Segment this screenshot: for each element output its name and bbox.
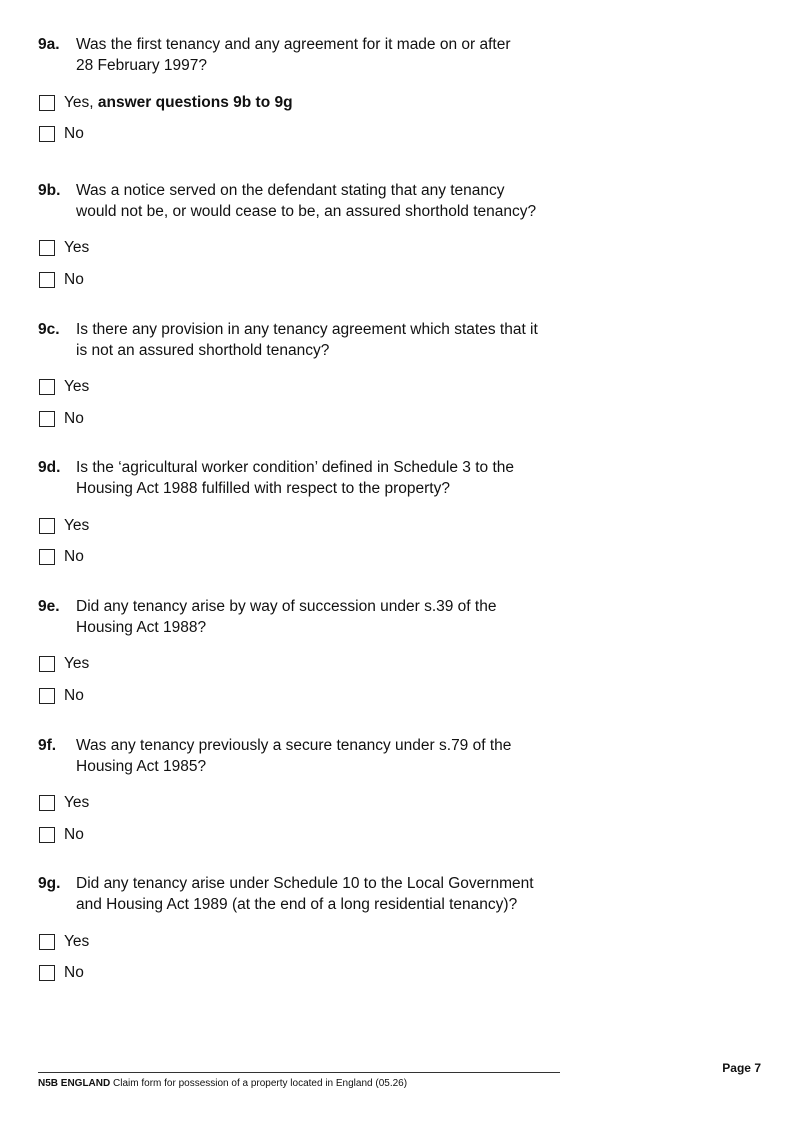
option-label: Yes — [64, 378, 90, 395]
checkbox-9a-no[interactable] — [39, 126, 55, 142]
option-9a-yes[interactable] — [39, 93, 293, 113]
checkbox-9b-yes[interactable] — [39, 240, 55, 256]
option-label: No — [64, 964, 84, 981]
question-number: 9c. — [38, 321, 60, 338]
question-number: 9e. — [38, 598, 60, 615]
checkbox-9g-no[interactable] — [39, 965, 55, 981]
option-9b-no[interactable] — [39, 270, 84, 290]
option-9c-yes[interactable] — [39, 377, 89, 397]
option-9g-yes[interactable] — [39, 932, 89, 952]
option-instruction: answer questions 9b to 9g — [97, 94, 293, 111]
question-text: Did any tenancy arise by way of succession under s.39 of the Housing Act 1988? — [76, 598, 497, 636]
checkbox-9g-yes[interactable] — [39, 934, 55, 950]
option-9e-yes[interactable] — [39, 654, 89, 674]
option-9d-no[interactable] — [39, 547, 84, 567]
option-9a-no[interactable] — [39, 124, 84, 144]
checkbox-9c-yes[interactable] — [39, 379, 55, 395]
question-text: Was a notice served on the defendant stating that any tenancy would not be, or would cease to be, an assured shorthold tenancy? — [76, 182, 537, 220]
checkbox-9b-no[interactable] — [39, 272, 55, 288]
footer-divider — [38, 1072, 560, 1073]
checkbox-9f-yes[interactable] — [39, 795, 55, 811]
question-number: 9f. — [38, 737, 57, 754]
question-9e — [38, 597, 578, 638]
option-label: Yes — [64, 655, 90, 672]
checkbox-9e-no[interactable] — [39, 688, 55, 704]
checkbox-9e-yes[interactable] — [39, 656, 55, 672]
option-label: Yes, answer questions 9b to 9g — [64, 94, 293, 111]
question-9b — [38, 181, 578, 222]
option-9d-yes[interactable] — [39, 516, 89, 536]
option-label: No — [64, 826, 84, 843]
question-9d — [38, 458, 578, 499]
question-text: Did any tenancy arise under Schedule 10 to the Local Government and Housing Act 1989 (at the end of a long residential tenancy)? — [76, 875, 534, 913]
question-9f — [38, 736, 578, 777]
form-code: N5B ENGLAND — [38, 1078, 111, 1089]
question-9a — [38, 35, 578, 76]
question-text: Was any tenancy previously a secure tenancy under s.79 of the Housing Act 1985? — [76, 737, 512, 775]
option-label: No — [64, 410, 84, 427]
option-9f-yes[interactable] — [39, 793, 89, 813]
option-label: Yes — [64, 517, 90, 534]
question-number: 9b. — [38, 182, 61, 199]
checkbox-9a-yes[interactable] — [39, 95, 55, 111]
question-number: 9g. — [38, 875, 61, 892]
option-label: Yes — [64, 239, 90, 256]
question-number: 9a. — [38, 36, 60, 53]
question-text: Was the first tenancy and any agreement for it made on or after 28 February 1997? — [76, 36, 511, 74]
checkbox-9c-no[interactable] — [39, 411, 55, 427]
question-9c — [38, 320, 578, 361]
question-number: 9d. — [38, 459, 61, 476]
question-9g — [38, 874, 578, 915]
question-text: Is there any provision in any tenancy agreement which states that it is not an assured shorthold tenancy? — [76, 321, 538, 359]
checkbox-9d-yes[interactable] — [39, 518, 55, 534]
footer-form-reference — [38, 1078, 407, 1089]
option-label: No — [64, 687, 84, 704]
option-9e-no[interactable] — [39, 686, 84, 706]
option-label: No — [64, 271, 84, 288]
option-label: Yes — [64, 933, 90, 950]
option-label: No — [64, 548, 84, 565]
checkbox-9d-no[interactable] — [39, 549, 55, 565]
option-9b-yes[interactable] — [39, 238, 89, 258]
form-title: Claim form for possession of a property located in England (05.26) — [113, 1078, 408, 1089]
question-text: Is the ‘agricultural worker condition’ defined in Schedule 3 to the Housing Act 1988 fulfilled with respect to the property? — [76, 459, 514, 497]
option-9f-no[interactable] — [39, 825, 84, 845]
option-9g-no[interactable] — [39, 963, 84, 983]
checkbox-9f-no[interactable] — [39, 827, 55, 843]
option-label: No — [64, 125, 84, 142]
option-label: Yes — [64, 794, 90, 811]
page-number: Page 7 — [722, 1061, 761, 1075]
option-9c-no[interactable] — [39, 409, 84, 429]
